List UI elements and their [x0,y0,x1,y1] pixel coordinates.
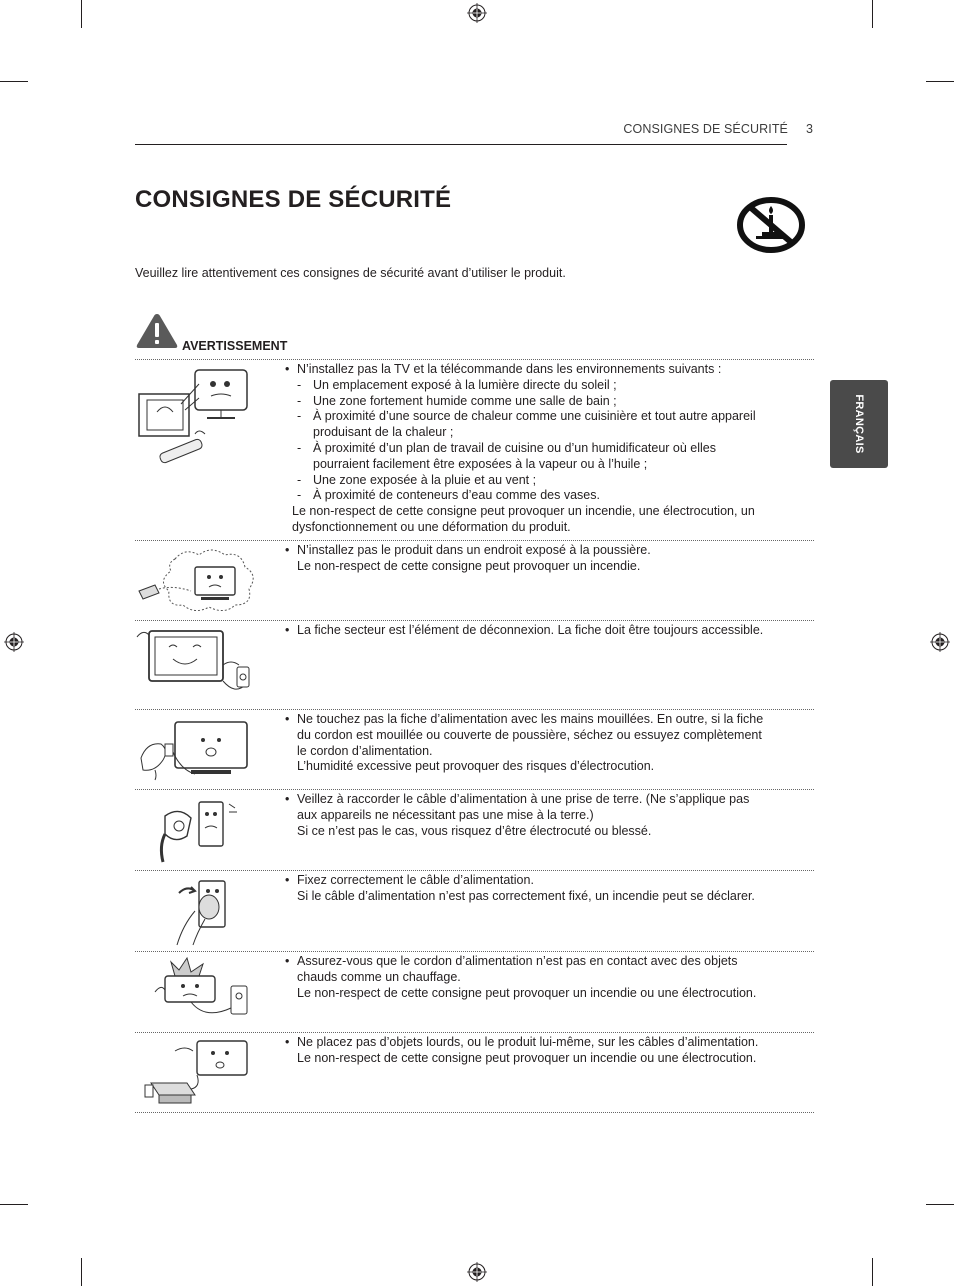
dash-item-text: Une zone exposée à la pluie et au vent ; [313,472,537,487]
crop-mark [926,1204,954,1205]
registration-mark-icon [4,632,24,652]
continuation-text: chauds comme un chauffage. [297,969,461,984]
dash: - [297,488,302,503]
row-text [285,1035,797,1067]
bullet-line [285,1035,797,1051]
bullet-text: Assurez-vous que le cordon d’alimentation n’est pas en contact avec des objets [297,954,738,968]
safety-row [135,359,814,540]
dash: - [297,377,302,392]
bullet-line [285,873,797,889]
dash-item [285,409,797,425]
dash: - [297,409,302,424]
bullet-text: N’installez pas la TV et la télécommande dans les environnements suivants : [297,362,722,376]
safety-list [135,359,814,1113]
safety-row [135,789,814,870]
crop-mark [926,81,954,82]
language-tab [830,380,888,468]
dash-item-text: produisant de la chaleur ; [313,425,454,440]
bullet-line [285,792,797,808]
dash-item-text: À proximité d’une source de chaleur comme une cuisinière et tout autre appareil [313,409,756,424]
dash: - [297,472,302,487]
row-text [285,873,797,905]
safety-row [135,1032,814,1113]
dash-item-continued [285,457,797,473]
page-number: 3 [806,122,813,136]
bullet-line [285,362,797,378]
crop-mark [0,81,28,82]
continuation-text: Si ce n’est pas le cas, vous risquez d’être électrocuté ou blessé. [297,823,652,838]
continuation-text: le cordon d’alimentation. [297,743,433,758]
dash-item [285,378,797,394]
bullet: • [285,362,290,376]
continuation-text: Si le câble d’alimentation n’est pas correctement fixé, un incendie peut se déclarer. [297,888,755,903]
no-candle-icon [736,195,806,255]
safety-row [135,870,814,951]
safety-row [135,540,814,620]
header-divider [135,144,787,145]
registration-mark-icon [467,1262,487,1282]
heavy-object-cord-illustration-icon [135,1037,265,1109]
heater-cord-illustration-icon [135,956,265,1028]
continuation-text: Le non-respect de cette consigne peut provoquer un incendie. [297,558,641,573]
bullet: • [285,873,290,887]
continuation-text: L’humidité excessive peut provoquer des risques d’électrocution. [297,759,655,774]
consequence-text: Le non-respect de cette consigne peut provoquer un incendie, une électrocution, un [292,504,755,519]
registration-mark-icon [930,632,950,652]
row-text [285,362,797,536]
dash-item-text: Un emplacement exposé à la lumière directe du soleil ; [313,377,617,392]
tv-environment-illustration-icon [135,364,265,464]
dash: - [297,440,302,455]
continuation-text: Le non-respect de cette consigne peut provoquer un incendie ou une électrocution. [297,1050,757,1065]
dash-item [285,394,797,410]
bullet-text: N’installez pas le produit dans un endroit exposé à la poussière. [297,543,651,557]
dash-item-text: À proximité de conteneurs d’eau comme des vases. [313,488,600,503]
dash-item-text: Une zone fortement humide comme une salle de bain ; [313,393,617,408]
continuation-text: du cordon est mouillée ou couverte de poussière, séchez ou essuyez complètement [297,727,762,742]
safety-row [135,709,814,789]
dash-item-continued [285,425,797,441]
warning-label: AVERTISSEMENT [182,339,288,353]
dash-item [285,473,797,489]
bullet: • [285,712,290,726]
bullet-line [285,954,797,970]
bullet-text: La fiche secteur est l’élément de déconnexion. La fiche doit être toujours accessible. [297,623,764,637]
bullet: • [285,792,290,806]
bullet-line [285,712,797,728]
consequence-text: dysfonctionnement ou une déformation du produit. [292,519,571,534]
bullet-text: Veillez à raccorder le câble d’alimentation à une prise de terre. (Ne s’applique pas [297,792,750,806]
secure-plug-illustration-icon [135,875,265,947]
dash-item [285,488,797,504]
bullet-line [285,543,797,559]
row-text [285,543,797,575]
registration-mark-icon [467,3,487,23]
crop-mark [872,1258,873,1286]
continuation-text: Le non-respect de cette consigne peut provoquer un incendie ou une électrocution. [297,985,757,1000]
bullet: • [285,623,290,637]
grounded-outlet-illustration-icon [135,794,265,866]
bullet: • [285,954,290,968]
bullet-text: Ne placez pas d’objets lourds, ou le produit lui-même, sur les câbles d’alimentation. [297,1035,759,1049]
warning-triangle-icon [135,312,179,350]
bullet-text: Ne touchez pas la fiche d’alimentation avec les mains mouillées. En outre, si la fiche [297,712,764,726]
continuation-text: aux appareils ne nécessitant pas une mise à la terre.) [297,807,594,822]
row-text [285,623,797,639]
dash-item [285,441,797,457]
dust-illustration-icon [135,545,265,617]
bullet: • [285,1035,290,1049]
power-plug-accessible-illustration-icon [135,625,265,697]
safety-row [135,951,814,1032]
wet-hands-illustration-icon [135,714,265,786]
bullet: • [285,543,290,557]
crop-mark [0,1204,28,1205]
row-text [285,712,797,775]
bullet-line [285,623,797,639]
bullet-text: Fixez correctement le câble d’alimentation. [297,873,534,887]
crop-mark [81,0,82,28]
crop-mark [81,1258,82,1286]
row-text [285,792,797,839]
row-text [285,954,797,1001]
language-tab-label: FRANÇAIS [853,394,865,454]
crop-mark [872,0,873,28]
intro-text: Veuillez lire attentivement ces consignes de sécurité avant d’utiliser le produit. [135,266,566,280]
running-header: CONSIGNES DE SÉCURITÉ [623,122,788,136]
dash: - [297,393,302,408]
page-title: CONSIGNES DE SÉCURITÉ [135,186,452,213]
safety-row [135,620,814,709]
dash-item-text: À proximité d’un plan de travail de cuisine ou d’un humidificateur où elles [313,440,717,455]
dash-item-text: pourraient facilement être exposées à la vapeur ou à l’huile ; [313,456,648,471]
